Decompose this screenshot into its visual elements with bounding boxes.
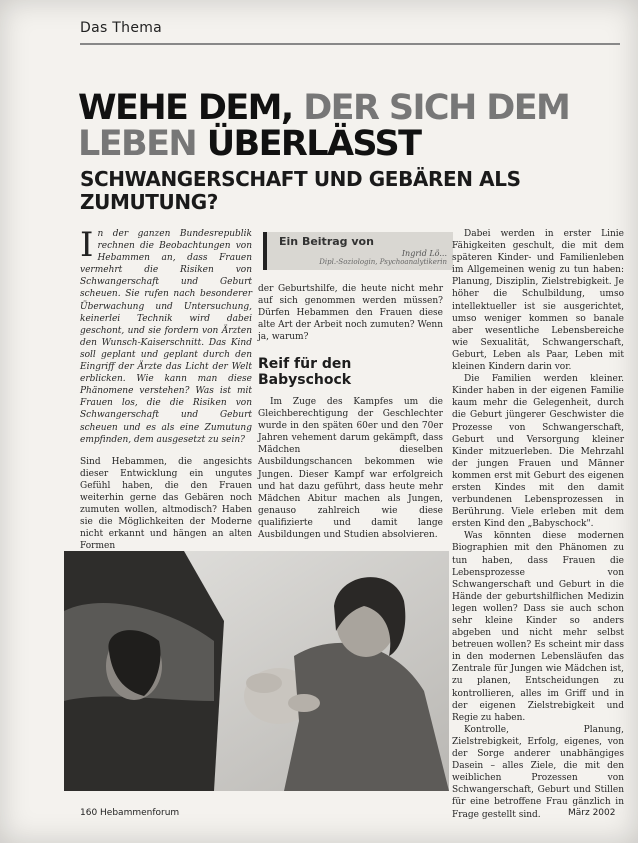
- article-photo: [64, 551, 449, 791]
- headline-part-4: ÜBERLÄSST: [206, 124, 421, 164]
- byline-role: Dipl.-Soziologin, Psychoanalytikerin: [319, 258, 447, 266]
- column3-paragraph-4: Kontrolle, Planung, Zielstrebigkeit, Erfolg, eigenes, von der Sorge anderer unabhängiges Dasein – alles Ziele, die mit den weiblichen Prozessen von Schwangerschaft, Geburt und Stillen für eine betroffene Frau gänzlich in Frage gestellt sind.: [452, 724, 624, 820]
- article-column-2-continued: [258, 396, 443, 542]
- column1-paragraph: Sind Hebammen, die angesichts dieser Entwicklung ein ungutes Gefühl haben, die den Frauen weiterhin gerne das Gebären noch zumuten wollen, altmodisch? Haben sie die Möglichkeiten der Moderne nicht erkannt und hängen an alten Formen: [80, 456, 252, 552]
- section-label: Das Thema: [80, 20, 163, 36]
- column3-paragraph-3: Was könnten diese modernen Biographien mit den Phänomen zu tun haben, dass Frauen die Lebensprozesse von Schwangerschaft und Geburt in die Hände der geburtshilflichen Medizin legen wollen? Dass sie auch schon sehr kleine Kinder so anders abgeben und nicht mehr selbst betreuen wollen? Es scheint mir dass in den modernen Lebensläufen das Zentrale für Jungen wie Mädchen ist, zu planen, Entscheidungen zu kontrollieren, alles im Griff und in der eigenen Zielstrebigkeit und Regie zu haben.: [452, 531, 624, 723]
- drop-cap: I: [80, 225, 94, 265]
- section-subhead: Reif für den Babyschock: [258, 356, 352, 388]
- intro-paragraph: [80, 225, 252, 446]
- column2-paragraph-2: Im Zuge des Kampfes um die Gleichberechtigung der Geschlechter wurde in den späten 60er und den 70er Jahren vehement darum gekämpft, dass Mädchen dieselben Ausbildungschancen bekommen wie Jungen. Dieser Kampf war erfolgreich und hat dazu geführt, dass heute mehr Mädchen Abitur machen als Jungen, genauso zahlreich wie diese qualifizierte und damit lange Ausbildungen und Studien absolvieren.: [258, 397, 443, 541]
- headline-part-1: WEHE DEM,: [78, 88, 304, 128]
- article-column-2: [258, 283, 443, 345]
- column3-paragraph-2: Die Familien werden kleiner. Kinder haben in der eigenen Familie kaum mehr die Gelegenheit, durch die Geburt jüngerer Geschwister die Prozesse von Schwangerschaft, Geburt und Versorgung kleiner Kinder mitzuerleben. Die Mehrzahl der jungen Frauen und Männer kommen erst mit Geburt des eigenen ersten Kindes mit den damit verbundenen Lebensprozessen in Berührung. Viele erleben mit dem ersten Kind den „Babyschock".: [452, 374, 624, 530]
- section-rule: [80, 43, 620, 45]
- subheadline: SCHWANGERSCHAFT UND GEBÄREN ALS ZUMUTUNG?: [80, 167, 521, 214]
- byline-author: Ingrid Lö...: [401, 249, 447, 258]
- photo-hand-right: [288, 694, 320, 712]
- byline-box: [263, 232, 453, 270]
- footer-page-info: 160 Hebammenforum: [80, 808, 180, 818]
- photo-hand-left: [246, 673, 282, 693]
- headline-part-3: LEBEN: [78, 124, 207, 164]
- footer-issue-date: März 2002: [568, 808, 616, 818]
- headline: [78, 90, 623, 162]
- headline-part-2: DER SICH DEM: [303, 88, 570, 128]
- column2-paragraph-1: der Geburtshilfe, die heute nicht mehr auf sich genommen werden müssen? Dürfen Hebammen den Frauen diese alte Art der Arbeit noch zumuten? Wenn ja, warum?: [258, 284, 443, 343]
- article-column-1: [80, 225, 252, 552]
- intro-text: n der ganzen Bundesrepublik rechnen die Beobachtungen von Hebammen an, dass Frauen vermehrt die Risiken von Schwangerschaft und Geburt scheuen. Sie rufen nach besonderer Überwachung und Untersuchung, keinerlei Technik wird dabei geschont, und sie fordern von Ärzten den Wunsch-Kaiserschnitt. Das Kind soll geplant und geplant durch den Eingriff der Ärzte das Licht der Welt erblicken. Wie kann man diese Phänomene verstehen? Was ist mit Frauen los, die die Risiken von Schwangerschaft und Geburt scheuen und es als eine Zumutung empfinden, dem ausgesetzt zu sein?: [80, 229, 252, 445]
- byline-label: Ein Beitrag von: [279, 235, 374, 248]
- column3-paragraph-1: Dabei werden in erster Linie Fähigkeiten geschult, die mit dem späteren Kinder- und Familienleben im Allgemeinen wenig zu tun haben: Planung, Disziplin, Zielstrebigkeit. Je höher die Schulbildung, umso intellektueller ist sie ausgerichtet, umso weniger kommen so banale aber wesentliche Lebensbereiche wie Sexualität, Schwangerschaft, Geburt, Leben als Paar, Leben mit kleinen Kindern darin vor.: [452, 229, 624, 373]
